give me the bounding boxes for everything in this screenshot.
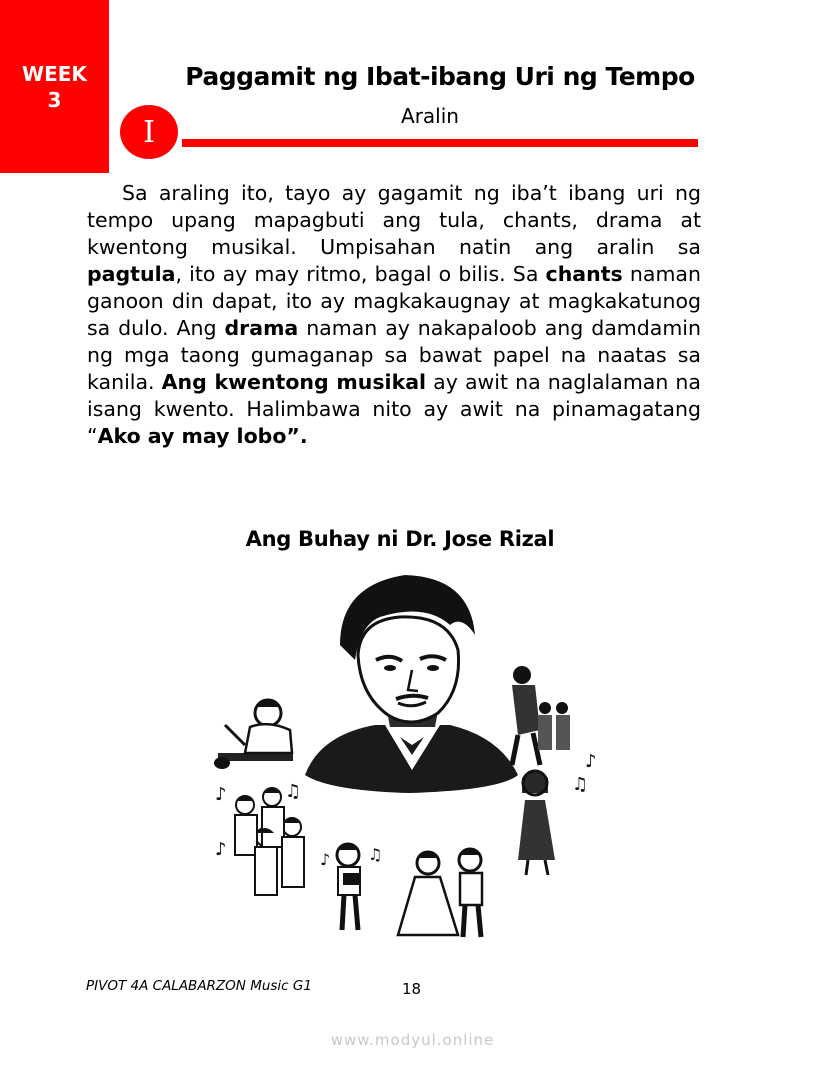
svg-text:♪: ♪ [320,850,331,869]
lesson-title: Paggamit ng Ibat-ibang Uri ng Tempo [185,62,695,91]
paragraph-text: Sa araling ito, tayo ay gagamit ng iba’t ibang uri ng tempo upang mapagbuti ang tula, chants, drama at kwentong musikal. Umpisahan natin ang aralin sa [87,181,701,259]
rizal-portrait-icon [200,565,620,945]
week-label: WEEK [22,62,87,86]
lesson-paragraph [87,180,701,450]
svg-text:♪: ♪ [215,784,227,805]
svg-text:♫: ♫ [368,845,383,864]
week-badge [0,0,109,173]
keyword-chants: chants [545,262,623,286]
paragraph-text: , ito ay may ritmo, bagal o bilis. Sa [175,262,546,286]
keyword-drama: drama [224,316,299,340]
keyword-pagtula: pagtula [87,262,176,286]
keyword-kwentong-musikal: Ang kwentong musikal [161,370,427,394]
paragraph-text: ay awit na naglalaman na isang kwento. Halimbawa nito ay awit na pinamagatang “ [87,370,701,448]
svg-text:♪: ♪ [585,751,597,772]
watermark: www.modyul.online [330,1031,495,1049]
illustration-caption: Ang Buhay ni Dr. Jose Rizal [245,527,555,551]
title-underline [182,139,698,147]
lesson-subtitle: Aralin [401,104,459,128]
section-letter-badge: I [120,105,178,159]
paragraph-text: naman ganoon din dapat, ito ay magkakaugnay at magkakatunog sa dulo. Ang [87,262,701,340]
paragraph-text: naman ay nakapaloob ang damdamin ng mga taong gumaganap sa bawat papel na naatas sa kanila. [87,316,701,394]
page-number: 18 [402,980,422,998]
footer-source: PIVOT 4A CALABARZON Music G1 [86,978,312,994]
svg-text:♪: ♪ [215,839,227,860]
svg-text:♫: ♫ [285,781,302,802]
song-title: Ako ay may lobo”. [97,424,308,448]
week-number: 3 [47,88,62,112]
svg-text:♫: ♫ [572,774,589,795]
